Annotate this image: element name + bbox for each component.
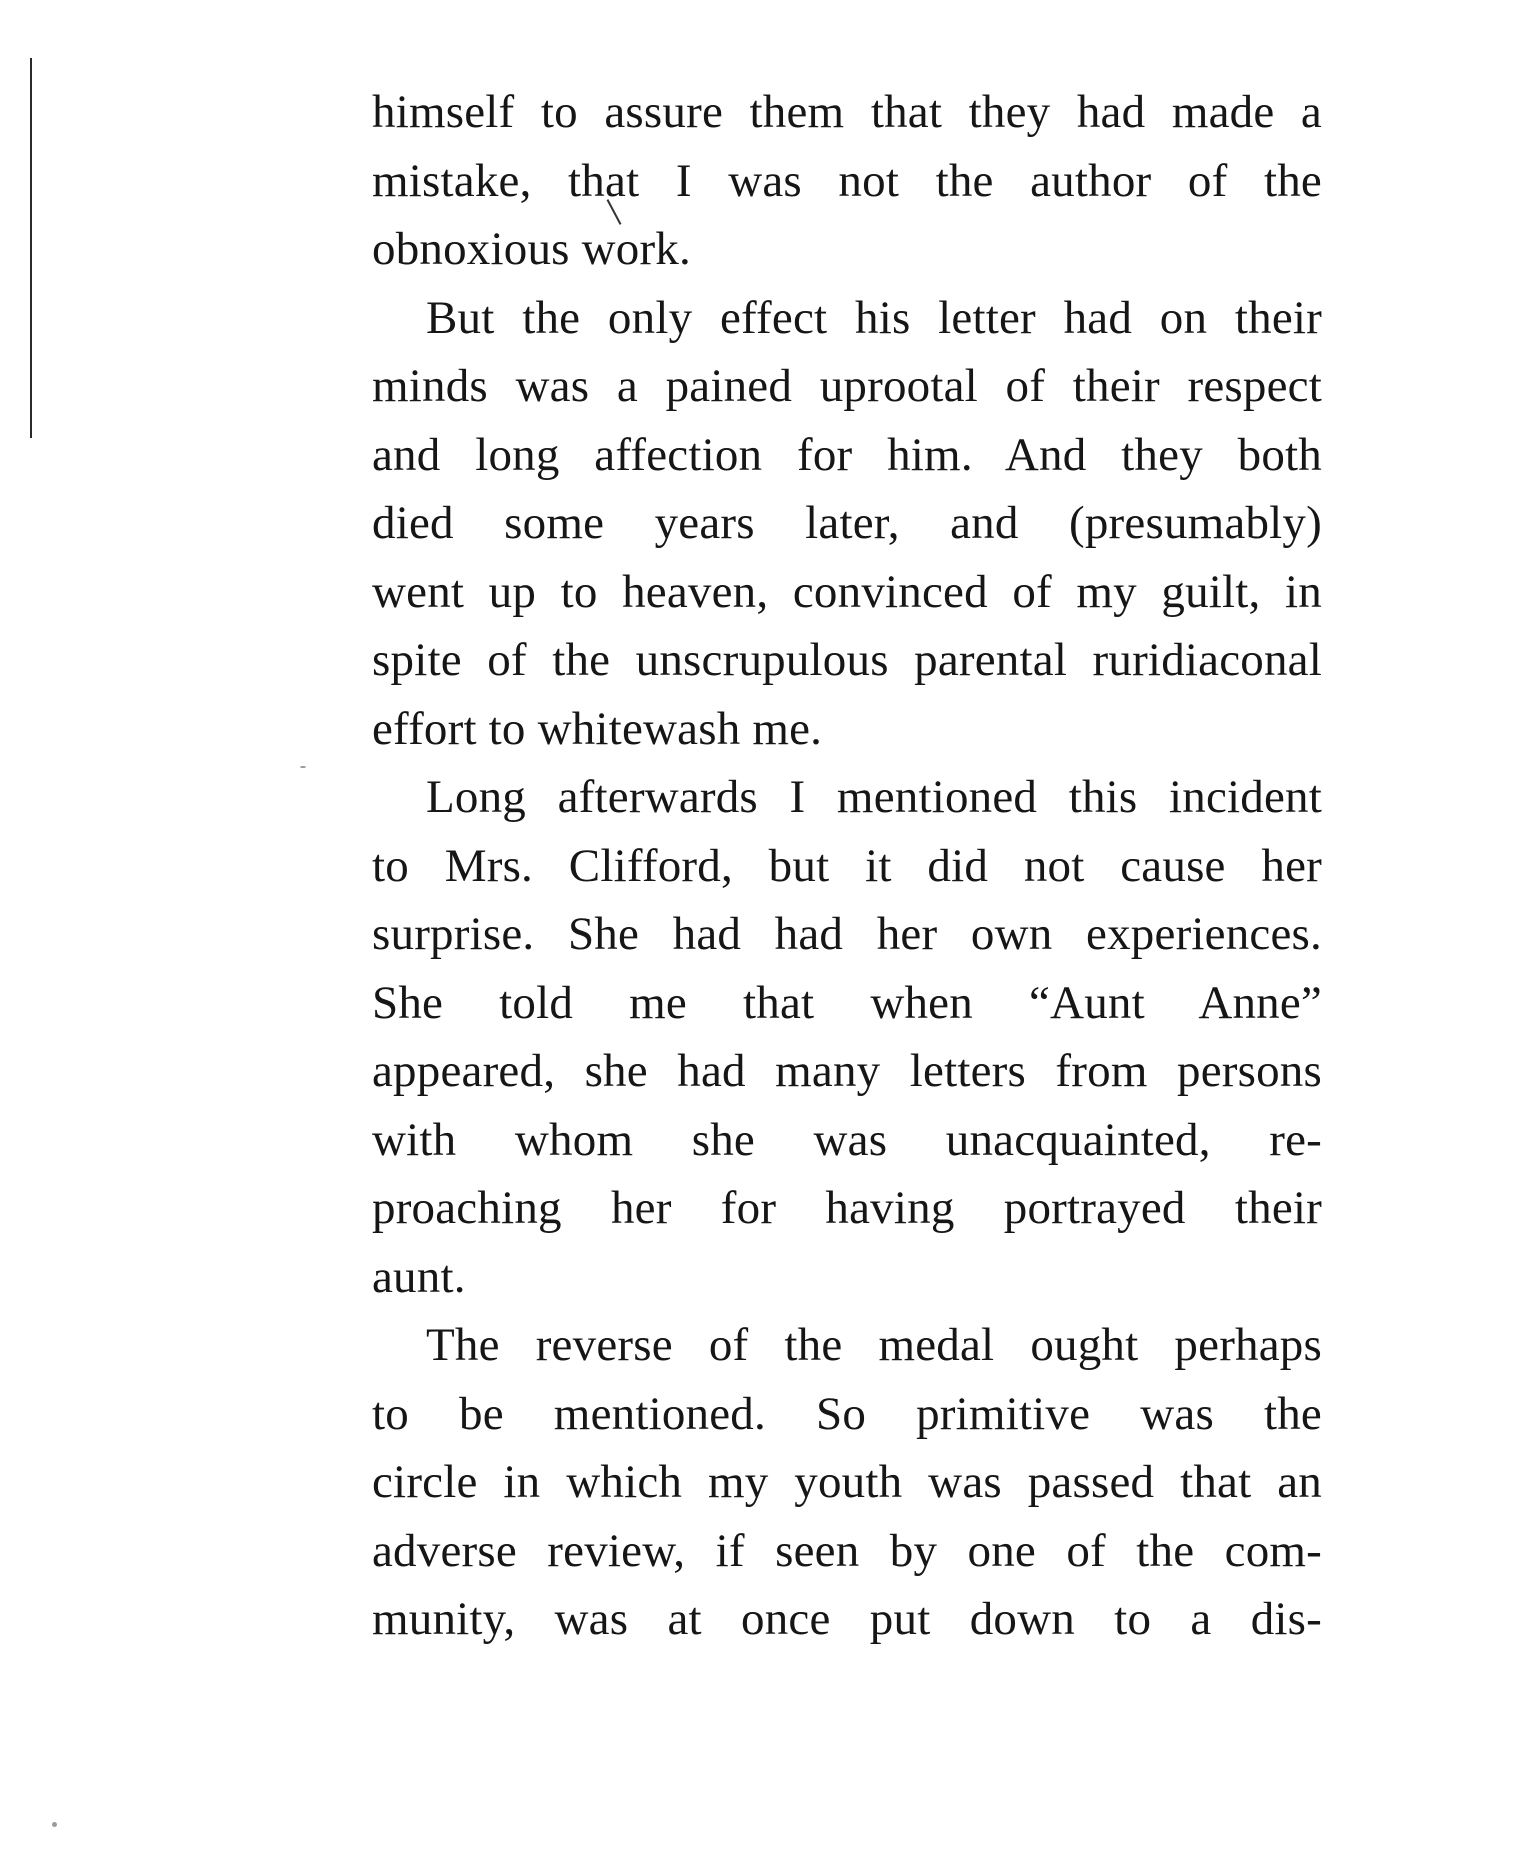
paragraph [372, 763, 1322, 1311]
text-line: effort to whitewash me. [372, 702, 823, 755]
scan-speck [52, 1822, 57, 1827]
text-line: died some years later, and (presumably) [372, 497, 1322, 549]
text-line: But the only effect his letter had on their [426, 291, 1322, 344]
text-line: obnoxious work. [372, 223, 691, 275]
text-line: to be mentioned. So primitive was the [372, 1387, 1322, 1440]
text-line: The reverse of the medal ought perhaps [426, 1319, 1322, 1371]
text-line: minds was a pained uprootal of their respect [372, 360, 1322, 412]
text-line: She told me that when “Aunt Anne” [372, 976, 1322, 1029]
text-line: with whom she was unacquainted, re- [372, 1113, 1322, 1166]
text-line: went up to heaven, convinced of my guilt, in [372, 565, 1322, 618]
paragraph [372, 284, 1322, 764]
text-line: appeared, she had many letters from persons [372, 1045, 1322, 1097]
text-line: and long affection for him. And they both [372, 428, 1322, 481]
text-line: circle in which my youth was passed that an [372, 1456, 1322, 1508]
text-line: surprise. She had had her own experiences. [372, 908, 1322, 960]
text-line: proaching her for having portrayed their [372, 1182, 1322, 1234]
scan-margin-line [30, 58, 32, 438]
paragraph [372, 1311, 1322, 1654]
book-page-body [372, 78, 1322, 1654]
scan-speck [300, 766, 306, 768]
text-line: to Mrs. Clifford, but it did not cause her [372, 839, 1322, 892]
text-line: aunt. [372, 1250, 466, 1303]
text-line: munity, was at once put down to a dis- [372, 1593, 1322, 1645]
text-line: himself to assure them that they had made a [372, 86, 1322, 138]
text-line: mistake, that I was not the author of the [372, 154, 1322, 207]
text-line: spite of the unscrupulous parental ruridiaconal [372, 634, 1322, 686]
text-line: adverse review, if seen by one of the com- [372, 1524, 1322, 1577]
paragraph [372, 78, 1322, 284]
text-line: Long afterwards I mentioned this incident [426, 771, 1322, 823]
